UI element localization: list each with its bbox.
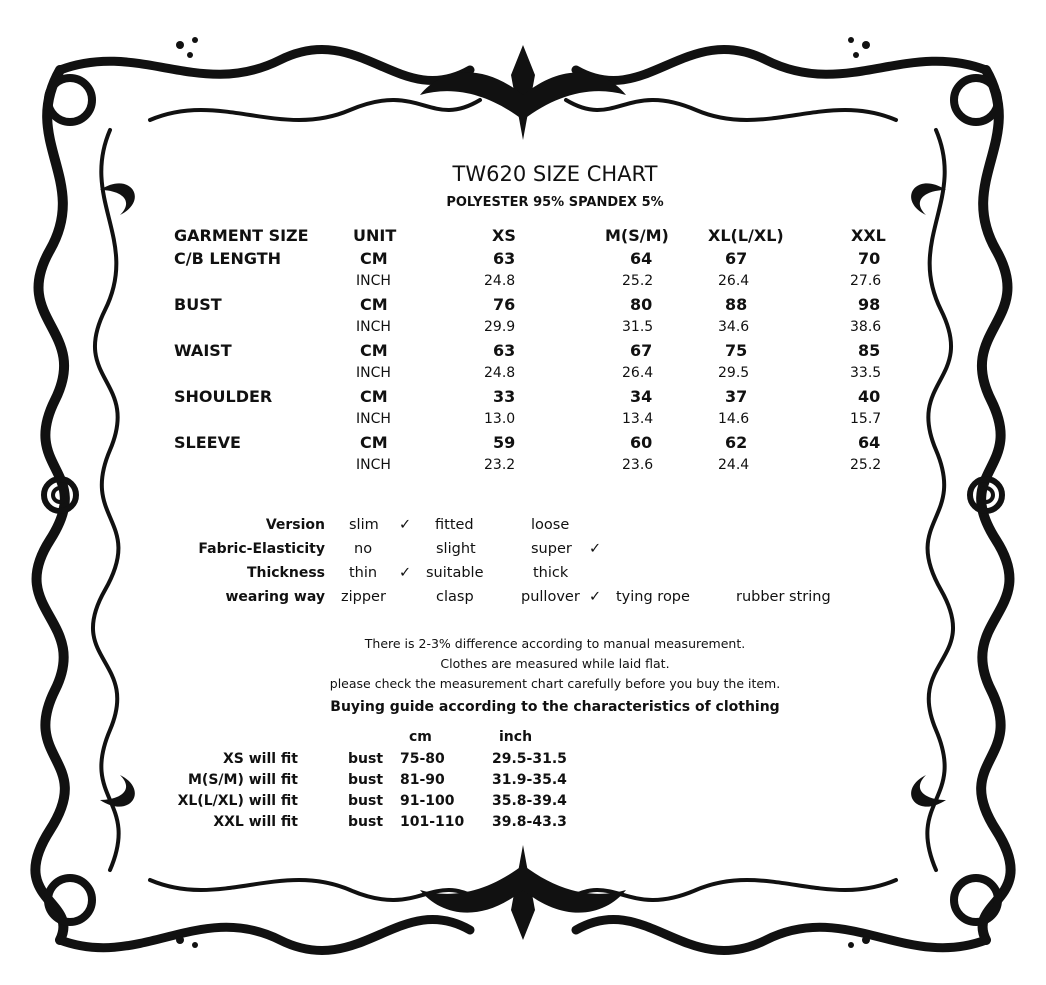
option-thick: thick xyxy=(533,565,569,581)
check-mark: ✓ xyxy=(589,589,602,605)
check-mark: ✓ xyxy=(589,541,602,557)
cell-inch: 24.8 xyxy=(484,273,516,289)
option-thin: thin xyxy=(349,565,378,581)
cell-cm: 60 xyxy=(630,433,653,452)
cell-cm: 64 xyxy=(858,433,881,452)
unit-cm: CM xyxy=(360,387,388,406)
guide-row-part: bust xyxy=(348,751,384,767)
guide-col-cm: cm xyxy=(409,729,432,745)
cell-cm: 40 xyxy=(858,387,881,406)
option-slim: slim xyxy=(349,517,379,533)
header-xs: XS xyxy=(492,226,516,245)
cell-inch: 23.6 xyxy=(622,457,654,473)
guide-row-inch: 39.8-43.3 xyxy=(492,814,567,830)
attr-label-thickness: Thickness xyxy=(246,565,325,581)
guide-row-label: M(S/M) will fit xyxy=(187,772,298,788)
cell-cm: 88 xyxy=(725,295,748,314)
unit-inch: INCH xyxy=(356,411,391,427)
cell-inch: 25.2 xyxy=(850,457,882,473)
cell-inch: 26.4 xyxy=(718,273,750,289)
cell-inch: 26.4 xyxy=(622,365,654,381)
cell-cm: 98 xyxy=(858,295,881,314)
attr-label-fabric-elasticity: Fabric-Elasticity xyxy=(198,541,325,557)
guide-row-inch: 29.5-31.5 xyxy=(492,751,567,767)
cell-cm: 85 xyxy=(858,341,881,360)
guide-row-inch: 35.8-39.4 xyxy=(492,793,567,809)
row-label-sleeve: SLEEVE xyxy=(174,433,241,452)
cell-inch: 33.5 xyxy=(850,365,882,381)
note-check-chart: please check the measurement chart carefully before you buy the item. xyxy=(329,676,781,691)
header-unit: UNIT xyxy=(353,226,397,245)
unit-cm: CM xyxy=(360,341,388,360)
chart-title: TW620 SIZE CHART xyxy=(452,162,658,186)
note-laid-flat: Clothes are measured while laid flat. xyxy=(440,656,670,671)
unit-inch: INCH xyxy=(356,319,391,335)
guide-row-label: XXL will fit xyxy=(213,814,298,830)
cell-cm: 64 xyxy=(630,249,653,268)
cell-inch: 13.4 xyxy=(622,411,654,427)
cell-inch: 14.6 xyxy=(718,411,750,427)
cell-cm: 62 xyxy=(725,433,748,452)
cell-cm: 80 xyxy=(630,295,653,314)
option-rubber-string: rubber string xyxy=(736,589,831,605)
unit-cm: CM xyxy=(360,433,388,452)
cell-inch: 23.2 xyxy=(484,457,516,473)
row-label-shoulder: SHOULDER xyxy=(174,387,273,406)
unit-inch: INCH xyxy=(356,365,391,381)
cell-cm: 34 xyxy=(630,387,653,406)
buying-guide-title: Buying guide according to the characteristics of clothing xyxy=(330,699,780,715)
cell-inch: 38.6 xyxy=(850,319,882,335)
guide-row-label: XL(L/XL) will fit xyxy=(177,793,298,809)
unit-cm: CM xyxy=(360,295,388,314)
option-loose: loose xyxy=(531,517,570,533)
attr-label-version: Version xyxy=(265,517,325,533)
guide-row-cm: 101-110 xyxy=(400,814,465,830)
guide-row-cm: 91-100 xyxy=(400,793,455,809)
row-label-cb-length: C/B LENGTH xyxy=(174,249,282,268)
guide-col-inch: inch xyxy=(499,729,533,745)
header-m: M(S/M) xyxy=(605,226,669,245)
cell-inch: 13.0 xyxy=(484,411,516,427)
guide-row-part: bust xyxy=(348,814,384,830)
unit-inch: INCH xyxy=(356,457,391,473)
cell-cm: 75 xyxy=(725,341,748,360)
cell-cm: 37 xyxy=(725,387,748,406)
cell-inch: 15.7 xyxy=(850,411,882,427)
note-measurement-difference: There is 2-3% difference according to manual measurement. xyxy=(364,636,746,651)
cell-inch: 25.2 xyxy=(622,273,654,289)
cell-cm: 70 xyxy=(858,249,881,268)
option-slight: slight xyxy=(436,541,476,557)
guide-row-part: bust xyxy=(348,772,384,788)
cell-cm: 63 xyxy=(493,341,516,360)
material-composition: POLYESTER 95% SPANDEX 5% xyxy=(446,195,664,210)
option-clasp: clasp xyxy=(436,589,474,605)
header-xxl: XXL xyxy=(851,226,886,245)
option-suitable: suitable xyxy=(426,565,484,581)
option-pullover: pullover xyxy=(521,589,580,605)
cell-cm: 67 xyxy=(630,341,653,360)
cell-inch: 29.5 xyxy=(718,365,750,381)
option-super: super xyxy=(531,541,572,557)
cell-inch: 24.8 xyxy=(484,365,516,381)
cell-cm: 63 xyxy=(493,249,516,268)
cell-inch: 27.6 xyxy=(850,273,882,289)
guide-row-inch: 31.9-35.4 xyxy=(492,772,567,788)
header-garment-size: GARMENT SIZE xyxy=(174,226,309,245)
cell-inch: 29.9 xyxy=(484,319,516,335)
option-fitted: fitted xyxy=(435,517,474,533)
row-label-bust: BUST xyxy=(174,295,222,314)
cell-inch: 31.5 xyxy=(622,319,654,335)
attr-label-wearing-way: wearing way xyxy=(225,589,325,605)
cell-inch: 24.4 xyxy=(718,457,750,473)
cell-inch: 34.6 xyxy=(718,319,750,335)
cell-cm: 67 xyxy=(725,249,748,268)
guide-row-part: bust xyxy=(348,793,384,809)
check-mark: ✓ xyxy=(399,565,412,581)
option-tying-rope: tying rope xyxy=(616,589,690,605)
option-no: no xyxy=(354,541,373,557)
option-zipper: zipper xyxy=(341,589,386,605)
cell-cm: 33 xyxy=(493,387,516,406)
cell-cm: 59 xyxy=(493,433,516,452)
cell-cm: 76 xyxy=(493,295,516,314)
row-label-waist: WAIST xyxy=(174,341,232,360)
check-mark: ✓ xyxy=(399,517,412,533)
guide-row-cm: 75-80 xyxy=(400,751,445,767)
guide-row-label: XS will fit xyxy=(222,751,298,767)
header-xl: XL(L/XL) xyxy=(708,226,784,245)
unit-inch: INCH xyxy=(356,273,391,289)
unit-cm: CM xyxy=(360,249,388,268)
guide-row-cm: 81-90 xyxy=(400,772,445,788)
